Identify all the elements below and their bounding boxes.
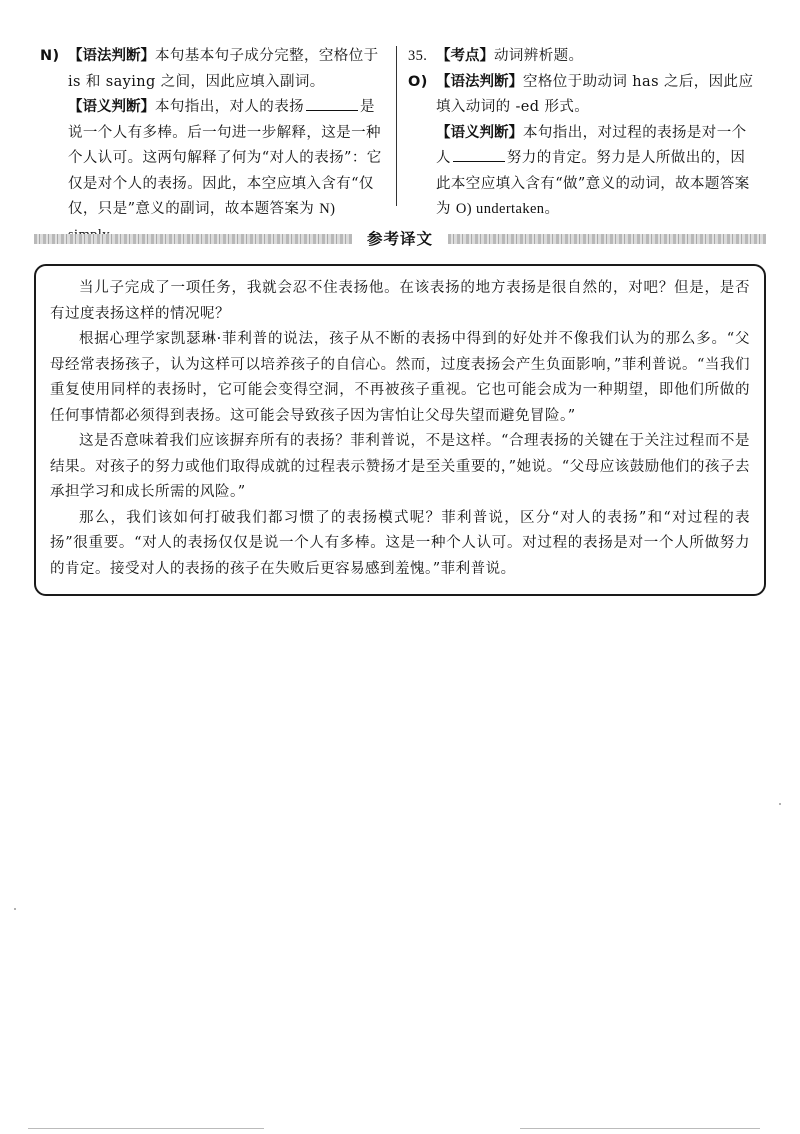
- scan-speck: [779, 803, 781, 805]
- section-title: 参考译文: [366, 230, 433, 248]
- answer-o-block: [408, 70, 760, 121]
- semantic-judgment-block: [40, 95, 388, 248]
- test-point: [408, 44, 760, 70]
- right-column: [408, 44, 760, 223]
- grammar-text: 空格位于助动词 has 之后，因此应填入动词的 -ed 形式。: [436, 73, 754, 115]
- question-number: 35.: [408, 48, 428, 64]
- semantic-text-before: 本句指出，对过程的表扬是对一个人: [436, 124, 747, 166]
- semantic-text-after: 努力的肯定。努力是人所做出的，因此本空应填入含有“做”意义的动词，故本题答案为: [436, 150, 750, 217]
- semantic-tag: 【语义判断】: [68, 99, 155, 115]
- section-header: [34, 228, 766, 250]
- answer-text: O) undertaken: [455, 201, 545, 217]
- semantic-text-after: 是说一个人有多棒。后一句进一步解释，这是一种个人认可。这两句解释了何为“对人的表扬”：它仅是对个人的表扬。因此，本空应填入含有“仅仅，只是”意义的副词，故本题答案为: [68, 99, 382, 217]
- grammar-judgment: [408, 70, 760, 121]
- semantic-judgment-block: [408, 121, 760, 223]
- translation-paragraph: 根据心理学家凯瑟琳·菲利普的说法，孩子从不断的表扬中得到的好处并不像我们认为的那么多。“父母经常表扬孩子，认为这样可以培养孩子的自信心。然而，过度表扬会产生负面影响，”菲利普说。“当我们重复使用同样的表扬时，它可能会变得空洞，不再被孩子重视。它也可能会成为一种期望，即他们所做的任何事情都必须得到表扬。这可能会导致孩子因为害怕让父母失望而避免冒险。”: [50, 331, 750, 424]
- decorative-band-right: [448, 234, 766, 244]
- grammar-judgment: [40, 44, 388, 95]
- answer-end: 。: [544, 201, 560, 217]
- grammar-tag: 【语法判断】: [68, 48, 155, 64]
- translation-paragraph: 那么，我们该如何打破我们都习惯了的表扬模式呢？菲利普说，区分“对人的表扬”和“对过程的表扬”很重要。“对人的表扬仅仅是说一个人有多棒。这是一种个人认可。对过程的表扬是对一个人所做努力的肯定。接受对人的表扬的孩子在失败后更容易感到羞愧。”菲利普说。: [50, 509, 750, 577]
- answer-text: N): [319, 201, 336, 217]
- answer-blank: [453, 147, 505, 162]
- question-35-block: [408, 44, 760, 70]
- scan-edge-line: [28, 1128, 264, 1129]
- translation-box: [34, 264, 766, 596]
- decorative-band-left: [34, 234, 352, 244]
- answer-blank: [306, 96, 358, 111]
- answer-n-block: [40, 44, 388, 95]
- option-marker: N): [40, 48, 60, 64]
- point-tag: 【考点】: [436, 48, 494, 64]
- scan-speck: [14, 908, 16, 910]
- scan-edge-line: [520, 1128, 760, 1129]
- left-column: [40, 44, 388, 248]
- point-text: 动词辨析题。: [494, 48, 584, 64]
- semantic-judgment: [40, 95, 388, 248]
- semantic-text-before: 本句指出，对人的表扬: [155, 99, 304, 115]
- grammar-text: 本句基本句子成分完整，空格位于 is 和 saying 之间，因此应填入副词。: [68, 48, 379, 90]
- translation-paragraph: 当儿子完成了一项任务，我就会忍不住表扬他。在该表扬的地方表扬是很自然的，对吧？但是，是否有过度表扬这样的情况呢？: [50, 280, 750, 322]
- option-marker: O): [408, 73, 428, 90]
- semantic-tag: 【语义判断】: [436, 124, 523, 141]
- translation-paragraph: 这是否意味着我们应该摒弃所有的表扬？菲利普说，不是这样。“合理表扬的关键在于关注过程而不是结果。对孩子的努力或他们取得成就的过程表示赞扬才是至关重要的，”她说。“父母应该鼓励他们的孩子去承担学习和成长所需的风险。”: [50, 433, 750, 500]
- grammar-tag: 【语法判断】: [436, 73, 523, 90]
- semantic-judgment: [408, 121, 760, 223]
- column-divider: [396, 46, 397, 206]
